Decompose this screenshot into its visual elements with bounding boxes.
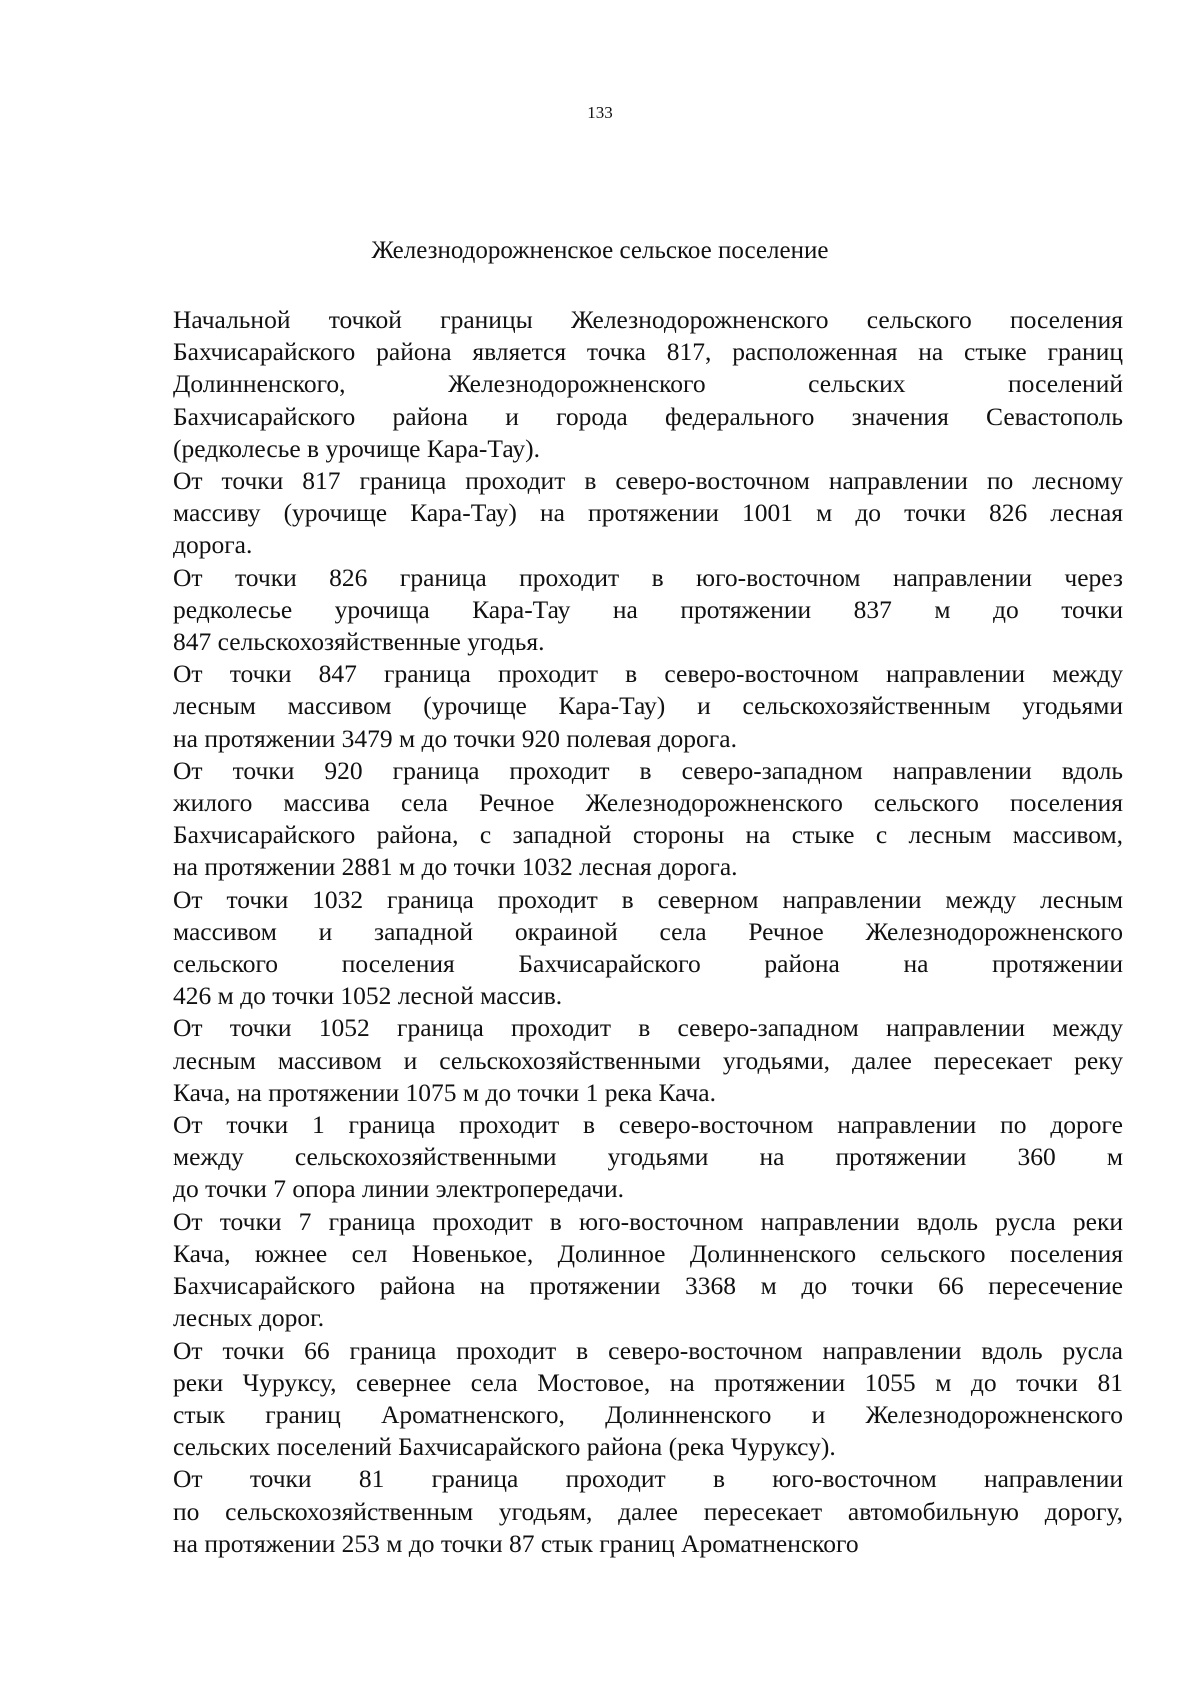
text-line: От точки 847 граница проходит в северо-восточном направлении между: [173, 659, 1123, 689]
text-line: От точки 66 граница проходит в северо-восточном направлении вдоль русла: [173, 1335, 1123, 1365]
paragraph: [173, 1012, 1123, 1109]
text-line: Бахчисарайского района, с западной стороны на стыке с лесным массивом,: [173, 820, 1123, 850]
paragraph: [173, 1335, 1123, 1464]
text-line: От точки 1032 граница проходит в северном направлении между лесным: [173, 884, 1123, 914]
text-line: От точки 817 граница проходит в северо-восточном направлении по лесному: [173, 466, 1123, 496]
text-line: на протяжении 3479 м до точки 920 полевая дорога.: [173, 723, 737, 753]
text-line: на протяжении 2881 м до точки 1032 лесная дорога.: [173, 852, 738, 882]
paragraph: [173, 884, 1123, 1013]
text-line: 426 м до точки 1052 лесной массив.: [173, 981, 563, 1011]
text-line: От точки 1 граница проходит в северо-восточном направлении по дороге: [173, 1110, 1123, 1140]
paragraph: [173, 755, 1123, 884]
text-line: Бахчисарайского района является точка 817, расположенная на стыке границ: [173, 337, 1123, 367]
paragraph: [173, 465, 1123, 562]
text-line: лесных дорог.: [173, 1303, 325, 1333]
text-line: Кача, на протяжении 1075 м до точки 1 река Кача.: [173, 1077, 716, 1107]
text-line: сельских поселений Бахчисарайского района (река Чуруксу).: [173, 1432, 836, 1462]
paragraph: [173, 1109, 1123, 1206]
text-line: на протяжении 253 м до точки 87 стык границ Ароматненского: [173, 1528, 859, 1558]
text-line: От точки 920 граница проходит в северо-западном направлении вдоль: [173, 755, 1123, 785]
text-line: Бахчисарайского района и города федерального значения Севастополь: [173, 401, 1123, 431]
text-line: между сельскохозяйственными угодьями на протяжении 360 м: [173, 1142, 1123, 1172]
text-line: реки Чуруксу, севернее села Мостовое, на протяжении 1055 м до точки 81: [173, 1367, 1123, 1397]
text-line: дорога.: [173, 530, 253, 560]
page-number: 133: [587, 103, 613, 122]
text-line: От точки 81 граница проходит в юго-восточном направлении: [173, 1464, 1123, 1494]
text-line: массиву (урочище Кара-Тау) на протяжении 1001 м до точки 826 лесная: [173, 498, 1123, 528]
text-line: лесным массивом (урочище Кара-Тау) и сельскохозяйственным угодьями: [173, 691, 1123, 721]
text-line: лесным массивом и сельскохозяйственными угодьями, далее пересекает реку: [173, 1045, 1123, 1075]
text-line: массивом и западной окраиной села Речное Железнодорожненского: [173, 916, 1123, 946]
paragraph: [173, 304, 1123, 465]
document-body: [173, 304, 1123, 1560]
text-line: по сельскохозяйственным угодьям, далее пересекает автомобильную дорогу,: [173, 1496, 1123, 1526]
text-line: От точки 1052 граница проходит в северо-западном направлении между: [173, 1013, 1123, 1043]
text-line: Кача, южнее сел Новенькое, Долинное Долинненского сельского поселения: [173, 1238, 1123, 1268]
text-line: От точки 826 граница проходит в юго-восточном направлении через: [173, 562, 1123, 592]
text-line: 847 сельскохозяйственные угодья.: [173, 627, 545, 657]
text-line: стык границ Ароматненского, Долинненского и Железнодорожненского: [173, 1399, 1123, 1429]
text-line: Долинненского, Железнодорожненского сельских поселений: [173, 369, 1123, 399]
paragraph: [173, 1463, 1123, 1560]
text-line: до точки 7 опора линии электропередачи.: [173, 1174, 624, 1204]
text-line: жилого массива села Речное Железнодорожненского сельского поселения: [173, 788, 1123, 818]
text-line: редколесье урочища Кара-Тау на протяжении 837 м до точки: [173, 594, 1123, 624]
text-line: Начальной точкой границы Железнодорожненского сельского поселения: [173, 305, 1123, 334]
text-line: Бахчисарайского района на протяжении 3368 м до точки 66 пересечение: [173, 1271, 1123, 1301]
text-line: От точки 7 граница проходит в юго-восточном направлении вдоль русла реки: [173, 1206, 1123, 1236]
paragraph: [173, 658, 1123, 755]
text-line: сельского поселения Бахчисарайского района на протяжении: [173, 949, 1123, 979]
paragraph: [173, 1206, 1123, 1335]
section-title: Железнодорожненское сельское поселение: [371, 237, 829, 264]
paragraph: [173, 562, 1123, 659]
text-line: (редколесье в урочище Кара-Тау).: [173, 433, 540, 463]
